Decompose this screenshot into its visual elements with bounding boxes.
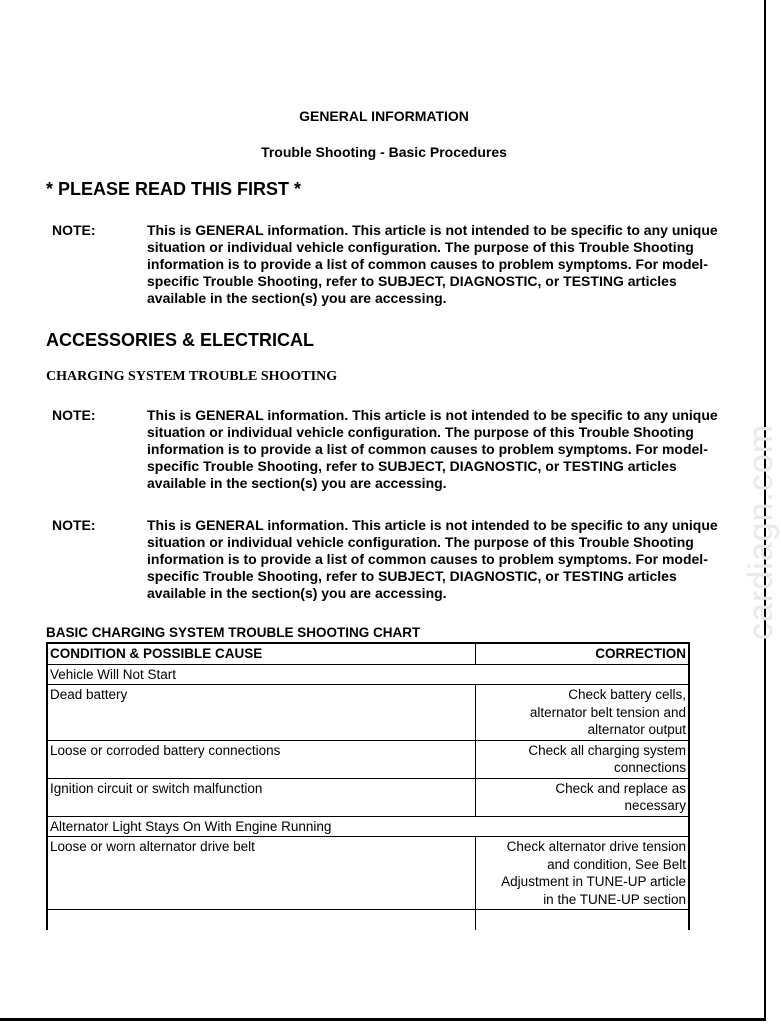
note-text-3: This is GENERAL information. This article is not intended to be specific to any unique situation or individual vehicle configuration. The purpose of this Trouble Shooting information is to provide a list of common causes to problem symptoms. For model-specific Trouble Shooting, refer to SUBJECT, DIAGNOSTIC, or TESTING articles available in the section(s) you are accessing. bbox=[147, 517, 718, 601]
table-group-row bbox=[47, 664, 689, 685]
empty-cell bbox=[476, 910, 690, 931]
header-condition: CONDITION & POSSIBLE CAUSE bbox=[47, 643, 476, 664]
header-correction: CORRECTION bbox=[476, 643, 690, 664]
correction-cell: Check battery cells, alternator belt tension and alternator output bbox=[476, 685, 690, 741]
correction-cell: Check all charging system connections bbox=[476, 740, 690, 778]
chart-title: BASIC CHARGING SYSTEM TROUBLE SHOOTING CHART bbox=[46, 625, 421, 640]
condition-cell: Vehicle Will Not Start bbox=[47, 664, 689, 685]
note-label-2: NOTE: bbox=[52, 407, 96, 423]
empty-cell bbox=[47, 910, 476, 931]
note-text-1: This is GENERAL information. This article is not intended to be specific to any unique situation or individual vehicle configuration. The purpose of this Trouble Shooting information is to provide a list of common causes to problem symptoms. For model-specific Trouble Shooting, refer to SUBJECT, DIAGNOSTIC, or TESTING articles available in the section(s) you are accessing. bbox=[147, 222, 718, 306]
section-heading: ACCESSORIES & ELECTRICAL bbox=[46, 330, 315, 350]
table-row bbox=[47, 837, 689, 910]
trouble-shooting-table bbox=[46, 642, 690, 930]
table-row bbox=[47, 685, 689, 741]
table-row bbox=[47, 740, 689, 778]
cause-cell: Dead battery bbox=[47, 685, 476, 741]
table-group-row bbox=[47, 816, 689, 837]
cause-cell: Ignition circuit or switch malfunction bbox=[47, 778, 476, 816]
table-row-empty bbox=[47, 910, 689, 931]
table-row bbox=[47, 778, 689, 816]
document-subtitle: Trouble Shooting - Basic Procedures bbox=[261, 144, 507, 160]
table-header-row bbox=[47, 643, 689, 664]
cause-cell: Loose or corroded battery connections bbox=[47, 740, 476, 778]
condition-cell: Alternator Light Stays On With Engine Running bbox=[47, 816, 689, 837]
watermark: cardiagn.com bbox=[742, 423, 780, 640]
subsection-heading: CHARGING SYSTEM TROUBLE SHOOTING bbox=[46, 369, 338, 384]
correction-cell: Check and replace as necessary bbox=[476, 778, 690, 816]
cause-cell: Loose or worn alternator drive belt bbox=[47, 837, 476, 910]
document-title: GENERAL INFORMATION bbox=[299, 108, 469, 124]
correction-cell: Check alternator drive tension and condition, See Belt Adjustment in TUNE-UP article in the TUNE-UP section bbox=[476, 837, 690, 910]
note-label-3: NOTE: bbox=[52, 517, 96, 533]
note-text-2: This is GENERAL information. This article is not intended to be specific to any unique situation or individual vehicle configuration. The purpose of this Trouble Shooting information is to provide a list of common causes to problem symptoms. For model-specific Trouble Shooting, refer to SUBJECT, DIAGNOSTIC, or TESTING articles available in the section(s) you are accessing. bbox=[147, 407, 718, 491]
note-label-1: NOTE: bbox=[52, 222, 96, 238]
read-first-heading: * PLEASE READ THIS FIRST * bbox=[46, 179, 302, 199]
